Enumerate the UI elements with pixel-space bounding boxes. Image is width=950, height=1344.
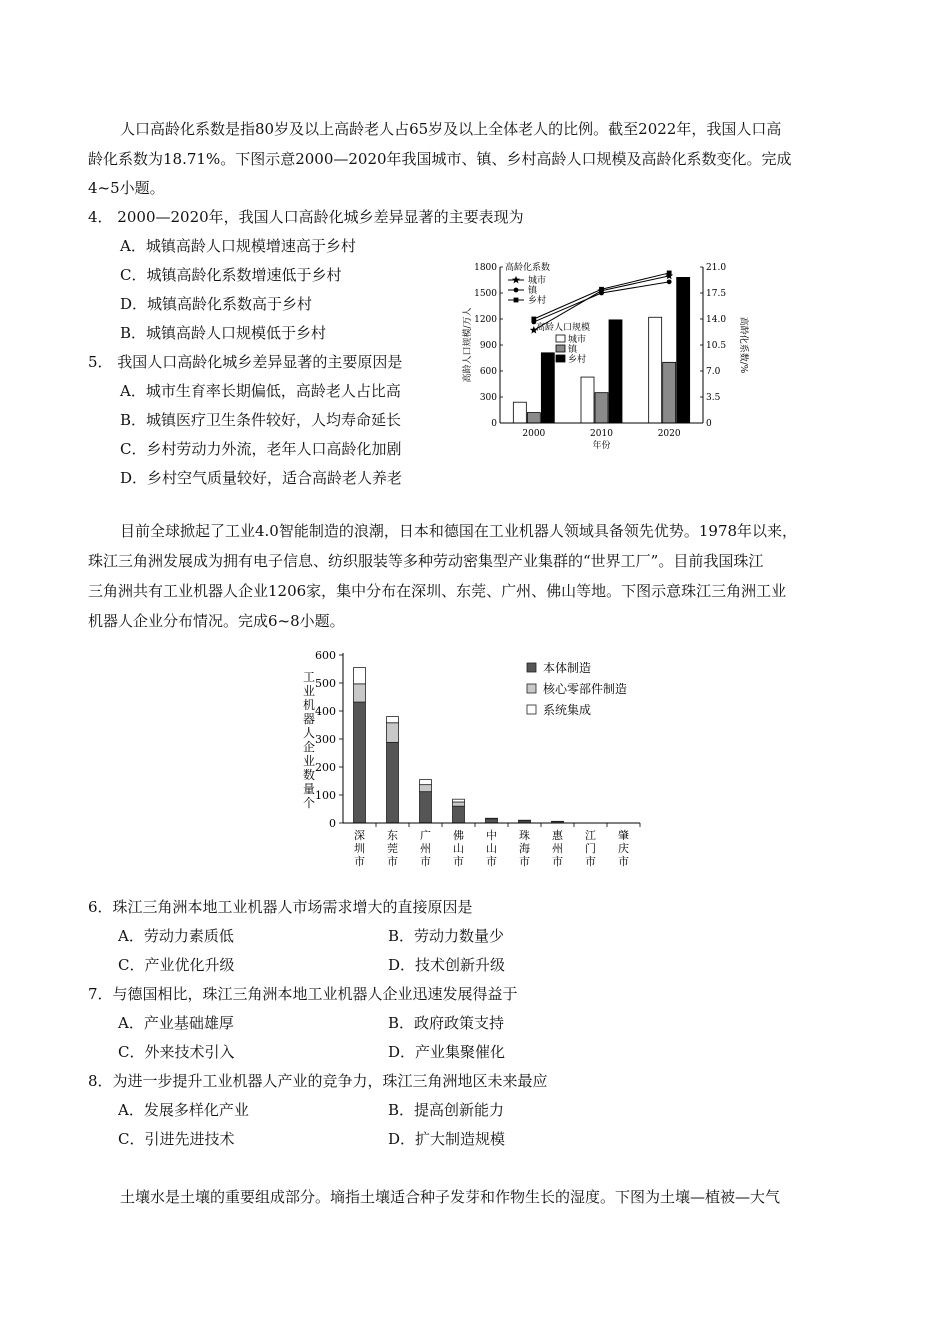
q4-option-2[interactable]: C．城镇高龄化系数增速低于乡村 — [120, 266, 342, 284]
intro-3-line-1: 土壤水是土壤的重要组成部分。墒指土壤适合种子发芽和作物生长的湿度。下图为土壤—植被—大气 — [120, 1188, 781, 1206]
legend-swatch — [527, 684, 536, 693]
intro-1-line-3: 4~5小题。 — [88, 179, 165, 197]
q5-option-1[interactable]: A．城市生育率长期偏低，高龄老人占比高 — [120, 382, 401, 400]
x-tick-label-char: 东 — [387, 829, 398, 842]
line-legend-label: 镇 — [528, 286, 538, 296]
x-tick-label: 2020 — [657, 429, 681, 439]
legend-swatch — [527, 663, 536, 672]
intro-1-line-2: 龄化系数为18.71%。下图示意2000—2020年我国城市、镇、乡村高龄人口规模及高龄化系数变化。完成 — [88, 150, 792, 168]
y-axis-title-char: 器 — [302, 712, 316, 726]
q5-option-3[interactable]: C．乡村劳动力外流，老年人口高龄化加剧 — [120, 440, 402, 458]
x-tick-label-char: 市 — [552, 855, 563, 868]
x-tick-label-char: 深 — [354, 829, 365, 842]
q8-option-b[interactable]: B．提高创新能力 — [388, 1101, 505, 1119]
intro-2-line-1: 目前全球掀起了工业4.0智能制造的浪潮，日本和德国在工业机器人领域具备领先优势。1978年以来， — [120, 522, 798, 540]
y-tick-label: 400 — [315, 705, 336, 718]
right-axis-title: 高龄化系数/% — [738, 316, 748, 374]
left-tick-label: 900 — [479, 341, 497, 351]
x-tick-label-char: 门 — [585, 842, 596, 855]
x-tick-label-char: 山 — [453, 842, 464, 855]
x-tick-label-char: 海 — [519, 842, 530, 855]
x-tick-label-char: 珠 — [519, 829, 530, 842]
q8-option-c[interactable]: C．引进先进技术 — [118, 1130, 235, 1148]
right-tick-label: 14.0 — [706, 315, 727, 325]
bar-乡村-2020 — [677, 277, 690, 423]
left-tick-label: 1800 — [474, 263, 497, 273]
x-tick-label-char: 莞 — [387, 842, 398, 855]
x-tick-label-char: 市 — [519, 855, 530, 868]
point-镇-2020 — [667, 279, 672, 284]
x-tick-label-char: 肇 — [618, 829, 629, 842]
x-tick-label-char: 广 — [420, 829, 431, 842]
bar-本体制造-佛山市 — [453, 806, 465, 823]
x-tick-label-char: 市 — [354, 855, 365, 868]
right-tick-label: 3.5 — [706, 393, 721, 403]
bar-本体制造-深圳市 — [354, 702, 366, 823]
line-legend-label: 乡村 — [528, 296, 547, 306]
line-legend-label: 城市 — [528, 276, 547, 286]
q8-option-a[interactable]: A．发展多样化产业 — [118, 1101, 249, 1119]
q7-option-c[interactable]: C．外来技术引入 — [118, 1043, 235, 1061]
intro-1-line-1: 人口高龄化系数是指80岁及以上高龄老人占65岁及以上全体老人的比例。截至2022年，我国人口高 — [120, 120, 782, 138]
right-tick-label: 21.0 — [706, 263, 727, 273]
bar-legend-label: 城市 — [568, 335, 587, 345]
y-tick-label: 300 — [315, 733, 336, 746]
q7-option-d[interactable]: D．产业集聚催化 — [388, 1043, 506, 1061]
y-axis-title-char: 工 — [302, 670, 316, 684]
question-4-stem: 4． 2000—2020年，我国人口高龄化城乡差异显著的主要表现为 — [88, 208, 524, 226]
x-tick-label: 2010 — [590, 429, 613, 439]
y-axis-title-char: 量 — [302, 782, 316, 796]
bar-legend-swatch — [556, 335, 565, 342]
point-乡村-2000 — [531, 317, 536, 322]
x-tick-label-char: 州 — [420, 842, 431, 855]
bar-核心零部件制造-东莞市 — [387, 723, 399, 743]
q6-option-d[interactable]: D．技术创新升级 — [388, 956, 506, 974]
line-legend-title: 高龄化系数 — [505, 263, 551, 273]
question-7-stem: 7．与德国相比，珠江三角洲本地工业机器人企业迅速发展得益于 — [88, 985, 518, 1003]
x-tick-label-char: 市 — [420, 855, 431, 868]
bar-城市-2020 — [649, 317, 662, 423]
y-tick-label: 500 — [315, 677, 336, 690]
intro-2-line-3: 三角洲共有工业机器人企业1206家，集中分布在深圳、东莞、广州、佛山等地。下图示意珠江三角洲工业 — [88, 582, 787, 600]
y-axis-title-char: 人 — [302, 726, 316, 740]
bar-镇-2010 — [595, 393, 608, 423]
bar-乡村-2000 — [541, 353, 554, 423]
bar-系统集成-广州市 — [420, 780, 432, 785]
line-legend-marker — [512, 276, 520, 284]
legend-swatch — [527, 705, 536, 714]
bar-legend-label: 乡村 — [568, 355, 587, 365]
bar-本体制造-中山市 — [486, 819, 498, 823]
left-tick-label: 1500 — [474, 289, 497, 299]
robot-enterprise-chart — [295, 645, 655, 875]
legend-label: 系统集成 — [543, 703, 592, 717]
bar-乡村-2010 — [609, 320, 622, 423]
right-tick-label: 17.5 — [706, 289, 727, 299]
left-tick-label: 600 — [479, 367, 497, 377]
bar-城市-2010 — [581, 377, 594, 423]
q4-option-3[interactable]: D．城镇高龄化系数高于乡村 — [120, 295, 313, 313]
q6-option-c[interactable]: C．产业优化升级 — [118, 956, 235, 974]
x-tick-label-char: 市 — [618, 855, 629, 868]
q5-option-4[interactable]: D．乡村空气质量较好，适合高龄老人养老 — [120, 469, 403, 487]
question-6-stem: 6．珠江三角洲本地工业机器人市场需求增大的直接原因是 — [88, 898, 473, 916]
left-axis-title: 高龄人口规模/万人 — [463, 307, 473, 383]
bar-镇-2020 — [663, 362, 676, 423]
bar-城市-2000 — [513, 402, 526, 423]
y-axis-title-char: 业 — [302, 684, 316, 698]
intro-2-line-4: 机器人企业分布情况。完成6~8小题。 — [88, 612, 345, 630]
y-tick-label: 200 — [315, 761, 336, 774]
bar-核心零部件制造-佛山市 — [453, 802, 465, 806]
x-tick-label-char: 市 — [585, 855, 596, 868]
right-tick-label: 0 — [706, 419, 712, 429]
x-tick-label-char: 惠 — [552, 829, 563, 842]
x-tick-label-char: 圳 — [354, 842, 365, 855]
bar-legend-swatch — [556, 355, 565, 362]
line-legend-marker — [514, 298, 519, 303]
bar-核心零部件制造-珠海市 — [519, 820, 531, 821]
x-tick-label-char: 市 — [486, 855, 497, 868]
legend-label: 核心零部件制造 — [543, 682, 628, 696]
x-tick-label-char: 市 — [387, 855, 398, 868]
ageing-chart — [455, 255, 755, 455]
bar-本体制造-东莞市 — [387, 742, 399, 823]
q8-option-d[interactable]: D．扩大制造规模 — [388, 1130, 506, 1148]
q7-option-b[interactable]: B．政府政策支持 — [388, 1014, 505, 1032]
x-tick-label-char: 州 — [552, 842, 563, 855]
bar-legend-title: 高龄人口规模 — [536, 323, 591, 333]
left-tick-label: 300 — [479, 393, 497, 403]
point-乡村-2010 — [599, 287, 604, 292]
q4-option-1[interactable]: A．城镇高龄人口规模增速高于乡村 — [120, 237, 356, 255]
y-axis-title-char: 业 — [302, 754, 316, 768]
bar-核心零部件制造-深圳市 — [354, 684, 366, 702]
y-axis-title-char: 数 — [302, 768, 316, 782]
q4-option-4[interactable]: B．城镇高龄人口规模低于乡村 — [120, 324, 327, 342]
line-legend-marker — [514, 288, 519, 293]
left-tick-label: 1200 — [474, 315, 497, 325]
x-tick-label: 2000 — [522, 429, 546, 439]
q7-option-a[interactable]: A．产业基础雄厚 — [118, 1014, 234, 1032]
bar-本体制造-广州市 — [420, 792, 432, 823]
bar-核心零部件制造-广州市 — [420, 785, 432, 792]
line-乡村 — [534, 273, 669, 319]
y-tick-label: 0 — [329, 817, 336, 830]
x-tick-label-char: 佛 — [453, 829, 464, 842]
bar-系统集成-佛山市 — [453, 799, 465, 802]
x-tick-label-char: 山 — [486, 842, 497, 855]
y-axis-title-char: 企 — [302, 740, 316, 754]
bar-核心零部件制造-中山市 — [486, 818, 498, 819]
point-乡村-2020 — [667, 271, 672, 276]
x-tick-label-char: 江 — [585, 829, 596, 842]
legend-label: 本体制造 — [543, 661, 592, 675]
intro-2-line-2: 珠江三角洲发展成为拥有电子信息、纺织服装等多种劳动密集型产业集群的“世界工厂”。目前我国珠江 — [88, 552, 764, 570]
x-tick-label-char: 市 — [453, 855, 464, 868]
left-tick-label: 0 — [491, 419, 497, 429]
bar-系统集成-东莞市 — [387, 717, 399, 723]
q6-option-a[interactable]: A．劳动力素质低 — [118, 927, 234, 945]
x-tick-label-char: 中 — [486, 829, 497, 842]
question-5-stem: 5． 我国人口高龄化城乡差异显著的主要原因是 — [88, 353, 403, 371]
q5-option-2[interactable]: B．城镇医疗卫生条件较好，人均寿命延长 — [120, 411, 402, 429]
question-8-stem: 8．为进一步提升工业机器人产业的竞争力，珠江三角洲地区未来最应 — [88, 1072, 548, 1090]
bar-系统集成-深圳市 — [354, 668, 366, 684]
y-tick-label: 100 — [315, 789, 336, 802]
q6-option-b[interactable]: B．劳动力数量少 — [388, 927, 505, 945]
bar-legend-swatch — [556, 345, 565, 352]
bar-legend-label: 镇 — [568, 345, 578, 355]
y-axis-title-char: 机 — [302, 698, 316, 712]
right-tick-label: 10.5 — [706, 341, 727, 351]
x-axis-title: 年份 — [592, 441, 611, 451]
bar-镇-2000 — [527, 413, 540, 423]
y-axis-title-char: 个 — [302, 796, 316, 810]
y-tick-label: 600 — [315, 649, 336, 662]
right-tick-label: 7.0 — [706, 367, 721, 377]
x-tick-label-char: 庆 — [618, 842, 629, 855]
